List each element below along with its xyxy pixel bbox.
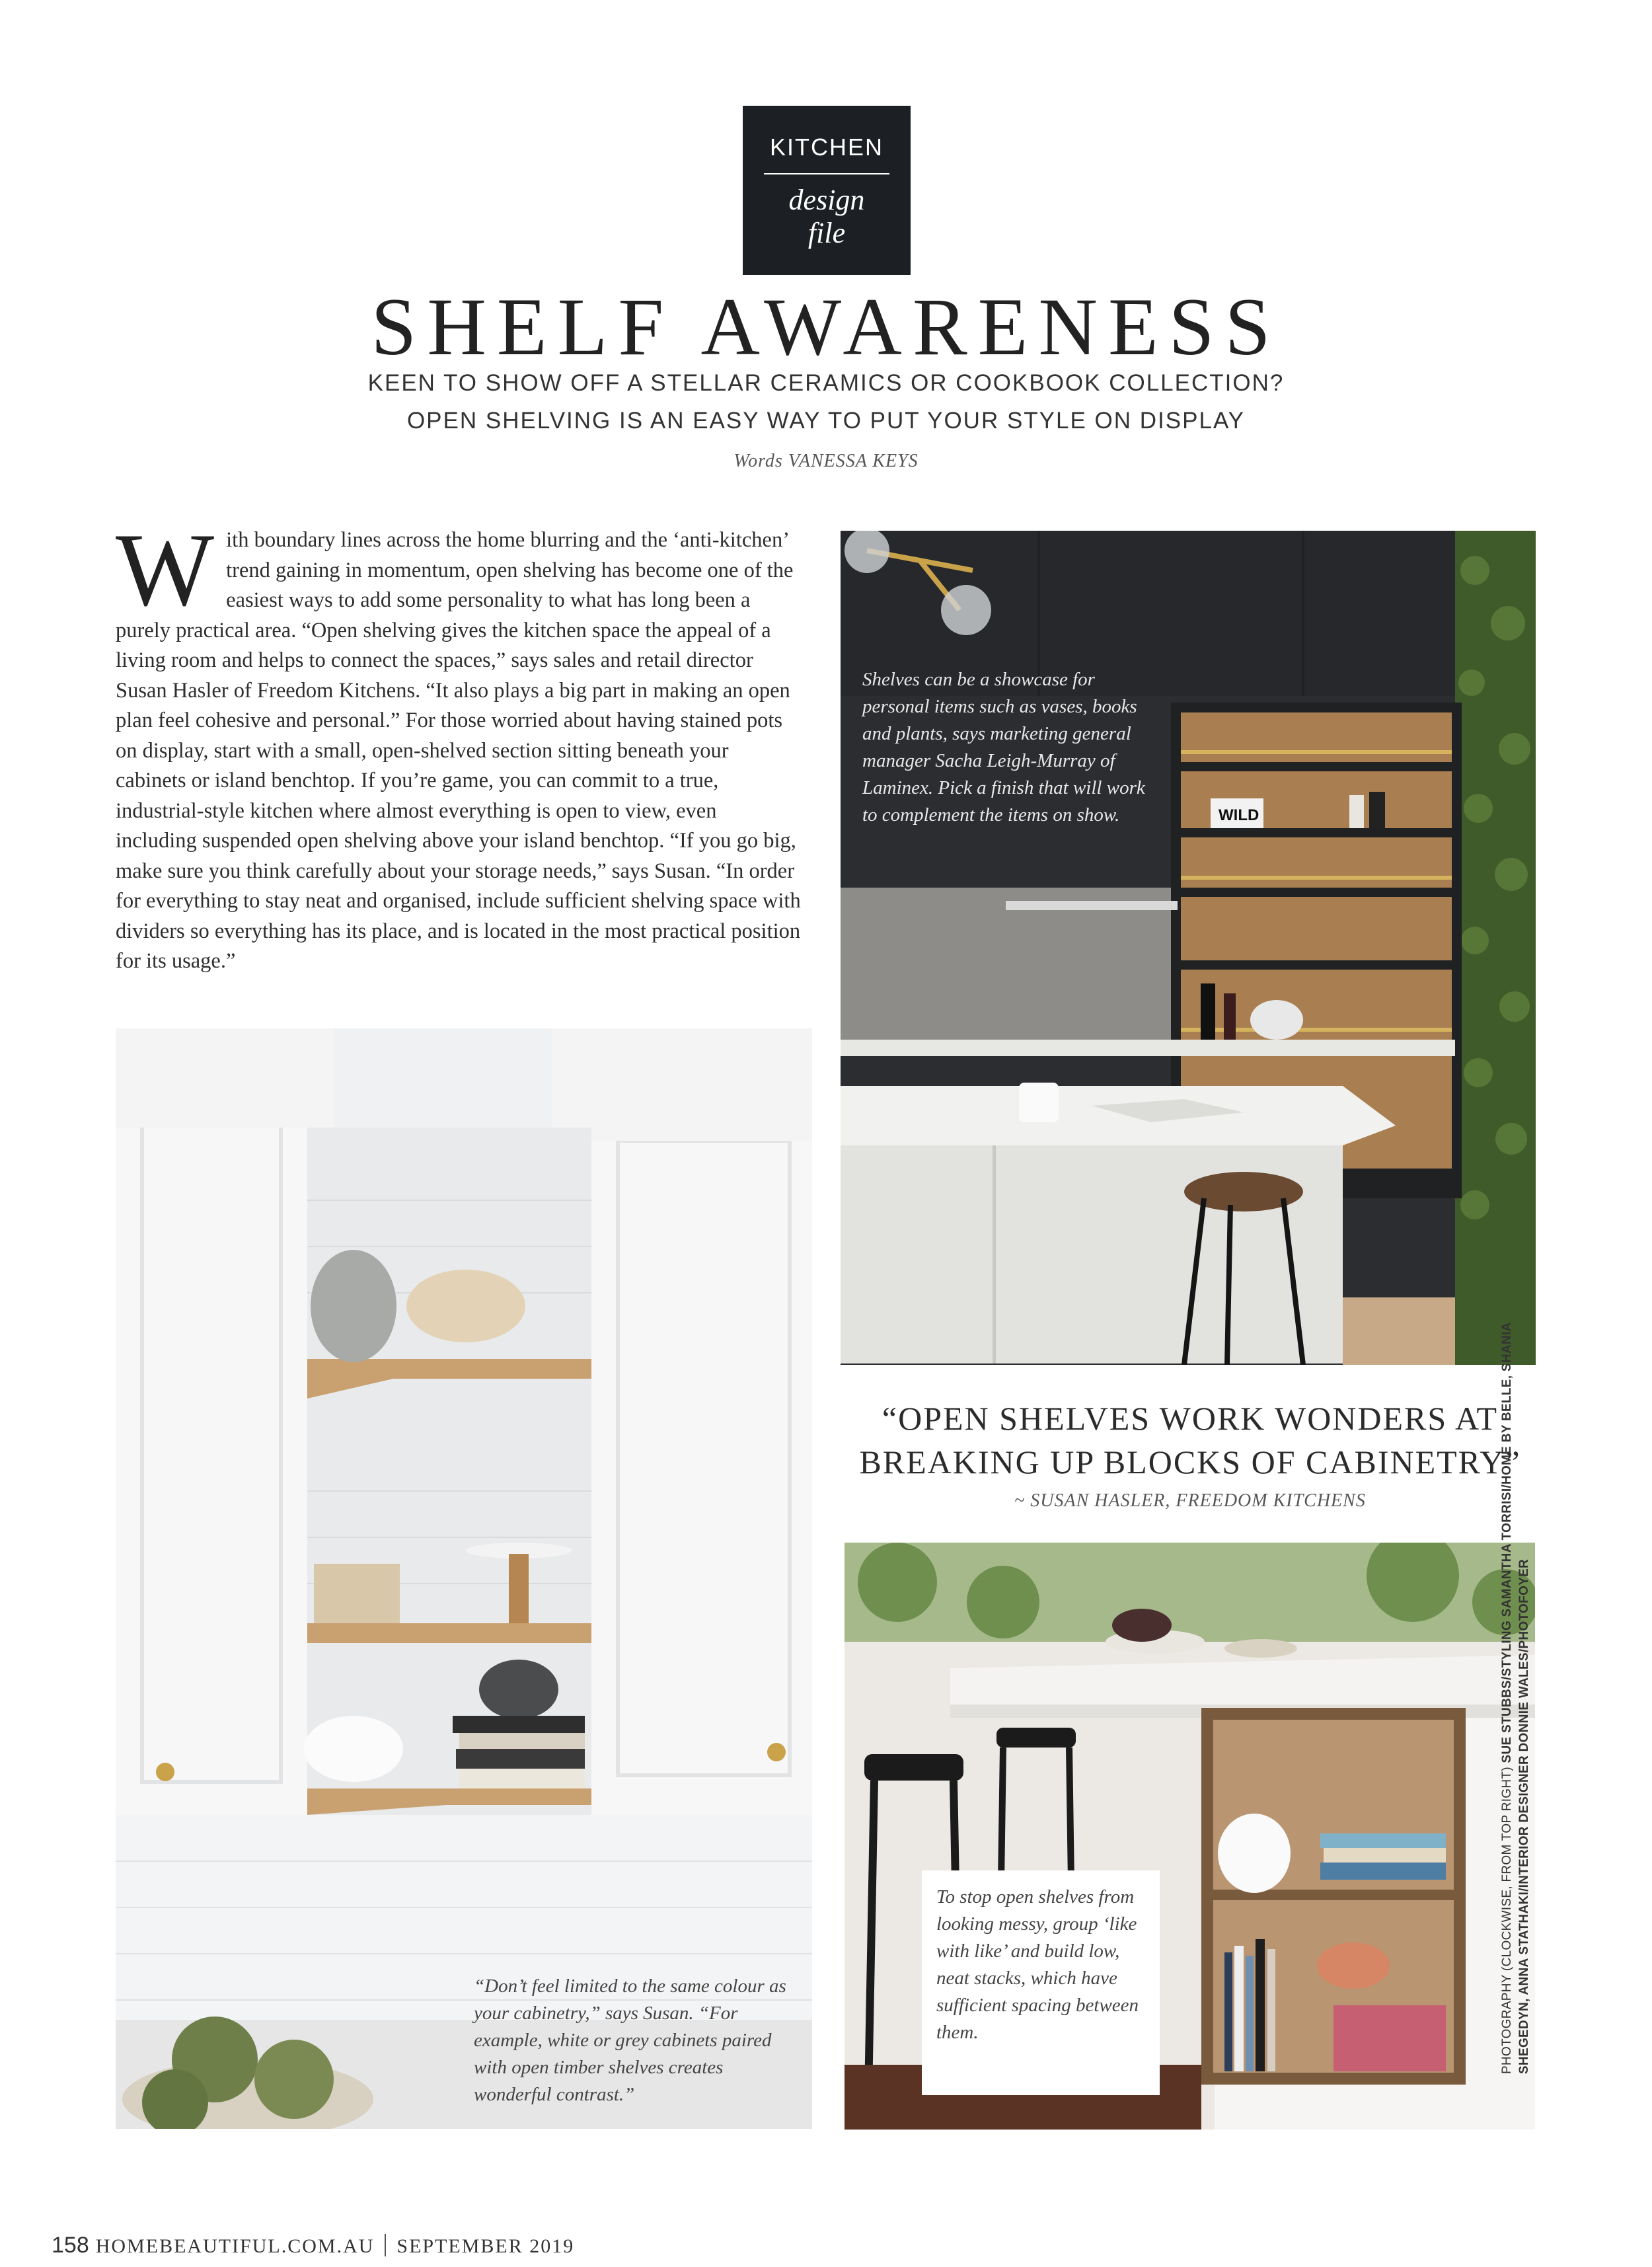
byline: Words VANESSA KEYS (733, 451, 919, 471)
category-script-line-1: design (788, 184, 865, 216)
category-divider (764, 173, 889, 174)
pull-quote-attribution: ~ SUSAN HASLER, FREEDOM KITCHENS (1014, 1490, 1366, 1511)
photo-credit-light: PHOTOGRAPHY (CLOCKWISE, FROM TOP RIGHT) (1500, 1767, 1514, 2074)
photo-white-corner-shelves (116, 1028, 812, 2129)
photo-dark-kitchen (841, 531, 1536, 1365)
caption-island: To stop open shelves from looking messy, group ‘like with like’ and build low, neat stacks, which have sufficient spacing between them. (936, 1886, 1139, 2043)
footer-issue: SEPTEMBER 2019 (396, 2235, 575, 2257)
caption-dark-kitchen: Shelves can be a showcase for personal items such as vases, books and plants, says marketing general manager Sacha Leigh-Murray of Laminex. Pick a finish that will work to complement the items on show. (862, 669, 1145, 826)
category-label: KITCHEN (769, 134, 883, 161)
caption-white-corner: “Don’t feel limited to the same colour as your cabinetry,” says Susan. “For example, white or grey cabinets paired with open timber shelves creates wonderful contrast.” (474, 1976, 786, 2105)
footer-divider (385, 2234, 386, 2256)
headline: SHELF AWARENESS (371, 282, 1281, 372)
body-text (116, 512, 803, 977)
photo-credit-bold: SUE STUBBS/STYLING SAMANTHA TORRISI/HOME BY BELLE, SHANIA SHEGEDYN, ANNA STATHAKI/INTERIOR DESIGNER DONNIE WALES/PHOTOFOYER (1500, 1323, 1531, 2074)
caption-box (922, 1870, 1160, 2095)
page-footer (52, 2233, 574, 2258)
body-paragraph: ith boundary lines across the home blurring and the ‘anti-kitchen’ trend gaining in momentum, open shelving has become one of the easiest ways to add some personality to what has long been a purely practical area. “Open shelving gives the kitchen space the appeal of a living room and helps to connect the spaces,” says sales and retail director Susan Hasler of Freedom Kitchens. “It also plays a big part in making an open plan feel cohesive and personal.” For those worried about having stained pots on display, start with a small, open-shelved section sitting beneath your cabinets or island benchtop. If you’re game, you can commit to a true, industrial-style kitchen where almost everything is open to view, even including suspended open shelving above your island benchtop. “If you go big, make sure you think carefully about your storage needs,” says Susan. “In order for everything to stay neat and organised, include sufficient shelving space with dividers so everything has its place, and is located in the most practical position for its usage.” (116, 528, 801, 973)
pull-quote: “OPEN SHELVES WORK WONDERS AT BREAKING UP BLOCKS OF CABINETRY” (859, 1400, 1521, 1480)
standfirst-line-2: OPEN SHELVING IS AN EASY WAY TO PUT YOUR STYLE ON DISPLAY (406, 408, 1246, 434)
drop-cap: W (116, 512, 215, 628)
category-script-line-2: file (807, 217, 846, 249)
category-badge (743, 106, 911, 275)
photo-white-corner-illustration (116, 1028, 812, 2129)
footer-site: HOMEBEAUTIFUL.COM.AU (95, 2235, 375, 2257)
page-number: 158 (52, 2233, 89, 2258)
photo-dark-kitchen-illustration (841, 531, 1536, 1365)
standfirst-line-1: KEEN TO SHOW OFF A STELLAR CERAMICS OR COOKBOOK COLLECTION? (367, 370, 1285, 396)
book-title-wild: WILD (1219, 806, 1259, 824)
